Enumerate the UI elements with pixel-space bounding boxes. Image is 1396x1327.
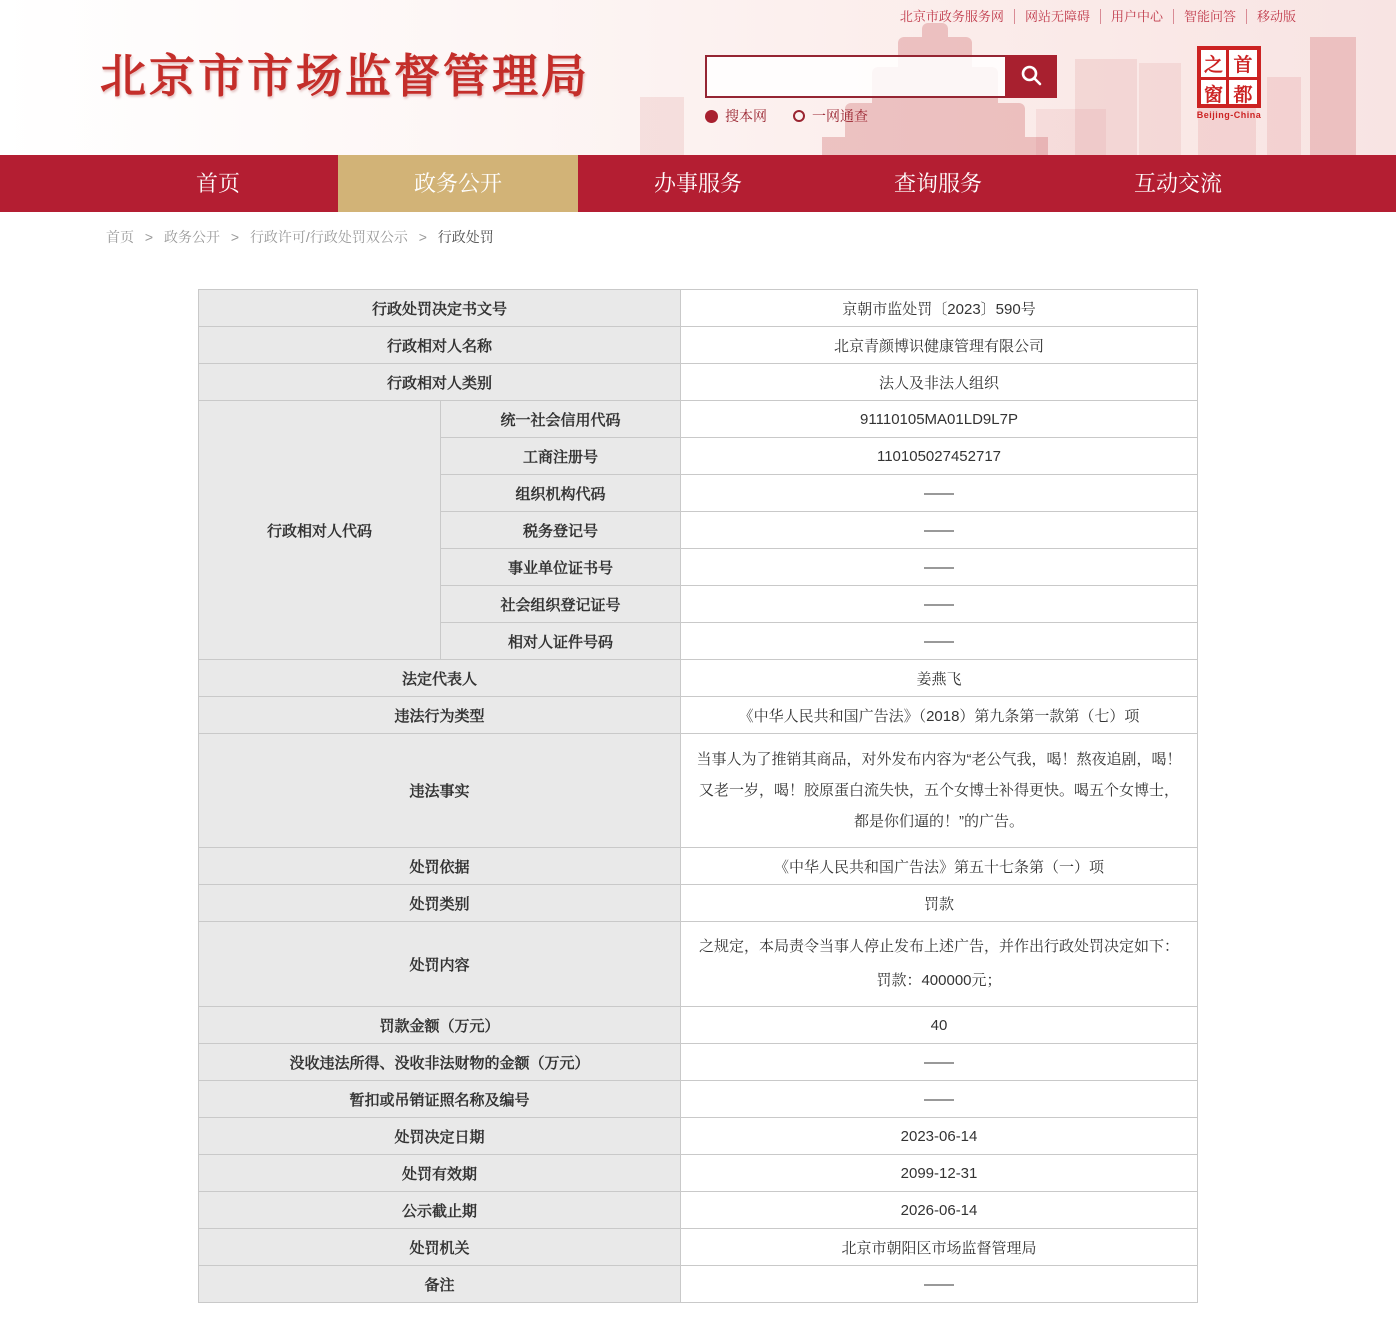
nav-tab-inquiry[interactable]: 查询服务 <box>893 171 982 196</box>
row-label: 相对人证件号码 <box>441 623 681 660</box>
table-row <box>199 1192 1198 1229</box>
search-scope-onenet-label: 一网通查 <box>812 108 868 124</box>
row-label: 税务登记号 <box>441 512 681 549</box>
search-icon <box>1019 63 1043 90</box>
row-value: 北京青颜博识健康管理有限公司 <box>681 327 1198 364</box>
table-row <box>199 401 1198 438</box>
radio-unselected-icon <box>793 110 805 122</box>
utility-link-gov-service[interactable]: 北京市政务服务网 <box>890 9 1015 24</box>
search-scope-site[interactable] <box>705 106 767 126</box>
row-label: 公示截止期 <box>199 1192 681 1229</box>
table-row <box>199 734 1198 848</box>
row-value: —— <box>681 549 1198 586</box>
table-row <box>199 1118 1198 1155</box>
row-value: 法人及非法人组织 <box>681 364 1198 401</box>
breadcrumb-separator: > <box>144 229 154 245</box>
table-row <box>199 1229 1198 1266</box>
row-value: —— <box>681 512 1198 549</box>
row-label: 罚款金额（万元） <box>199 1007 681 1044</box>
nav-tab-home[interactable]: 首页 <box>195 171 240 196</box>
search-scope-site-label: 搜本网 <box>725 108 767 124</box>
row-label: 法定代表人 <box>199 660 681 697</box>
seal-char: 都 <box>1233 85 1253 106</box>
breadcrumb <box>98 212 1298 259</box>
row-value: 罚款 <box>681 885 1198 922</box>
row-value: 《中华人民共和国广告法》（2018）第九条第一款第（七）项 <box>681 697 1198 734</box>
row-value: 2099-12-31 <box>681 1155 1198 1192</box>
capital-window-seal-icon <box>1197 46 1261 108</box>
main-nav <box>0 155 1396 212</box>
nav-tab-gov-disclosure[interactable]: 政务公开 <box>338 155 578 212</box>
row-value: 北京市朝阳区市场监督管理局 <box>681 1229 1198 1266</box>
row-group-label: 行政相对人代码 <box>199 401 441 660</box>
row-value: —— <box>681 475 1198 512</box>
row-label: 行政处罚决定书文号 <box>199 290 681 327</box>
row-value: —— <box>681 623 1198 660</box>
search-button[interactable] <box>1005 55 1057 98</box>
seal-caption: Beijing-China <box>1196 110 1262 120</box>
row-label: 处罚依据 <box>199 848 681 885</box>
cityscape-decoration <box>640 97 684 155</box>
utility-link-smart-qa[interactable]: 智能问答 <box>1174 9 1247 24</box>
row-label: 处罚机关 <box>199 1229 681 1266</box>
row-value: —— <box>681 586 1198 623</box>
row-value: 91110105MA01LD9L7P <box>681 401 1198 438</box>
search-scope-onenet[interactable] <box>793 106 868 126</box>
row-value: 京朝市监处罚〔2023〕590号 <box>681 290 1198 327</box>
row-value: 当事人为了推销其商品，对外发布内容为“老公气我，喝！熬夜追剧，喝！又老一岁，喝！胶原蛋白流失快，五个女博士补得更快。喝五个女博士，都是你们逼的！”的广告。 <box>681 734 1198 848</box>
breadcrumb-dual-publicity[interactable]: 行政许可/行政处罚双公示 <box>249 229 408 245</box>
cityscape-decoration <box>1139 63 1181 155</box>
row-label: 行政相对人名称 <box>199 327 681 364</box>
row-label: 处罚有效期 <box>199 1155 681 1192</box>
table-row <box>199 660 1198 697</box>
table-row <box>199 1007 1198 1044</box>
row-value: 《中华人民共和国广告法》第五十七条第（一）项 <box>681 848 1198 885</box>
nav-tab-services[interactable]: 办事服务 <box>653 171 742 196</box>
row-label: 没收违法所得、没收非法财物的金额（万元） <box>199 1044 681 1081</box>
row-label: 暂扣或吊销证照名称及编号 <box>199 1081 681 1118</box>
row-value: 2026-06-14 <box>681 1192 1198 1229</box>
seal-char: 首 <box>1229 50 1257 80</box>
row-value: 40 <box>681 1007 1198 1044</box>
row-label: 处罚决定日期 <box>199 1118 681 1155</box>
search-input[interactable] <box>705 55 1005 98</box>
row-value: 姜燕飞 <box>681 660 1198 697</box>
seal-char: 之 <box>1201 50 1229 80</box>
row-label: 处罚类别 <box>199 885 681 922</box>
penalty-table <box>198 289 1198 1303</box>
row-label: 统一社会信用代码 <box>441 401 681 438</box>
cityscape-decoration <box>1267 77 1301 155</box>
table-row <box>199 1081 1198 1118</box>
breadcrumb-home[interactable]: 首页 <box>106 229 134 245</box>
search-area <box>705 55 1057 126</box>
radio-selected-icon <box>705 110 718 123</box>
row-label: 事业单位证书号 <box>441 549 681 586</box>
nav-tab-interaction[interactable]: 互动交流 <box>1133 171 1222 196</box>
site-logo-title: 北京市市场监督管理局 <box>100 50 590 102</box>
table-row <box>199 1044 1198 1081</box>
utility-links <box>890 6 1306 25</box>
temple-decoration <box>822 137 1048 155</box>
row-label: 违法行为类型 <box>199 697 681 734</box>
breadcrumb-current-page: 行政处罚 <box>437 229 494 245</box>
search-scope-options <box>705 106 1057 126</box>
row-label: 处罚内容 <box>199 922 681 1007</box>
row-value: 2023-06-14 <box>681 1118 1198 1155</box>
table-row <box>199 885 1198 922</box>
breadcrumb-gov-disclosure[interactable]: 政务公开 <box>163 229 220 245</box>
seal-char: 窗 <box>1201 80 1229 107</box>
temple-decoration <box>922 23 948 37</box>
site-header <box>0 0 1396 155</box>
cityscape-decoration <box>1310 37 1356 155</box>
row-label: 工商注册号 <box>441 438 681 475</box>
row-label: 社会组织登记证号 <box>441 586 681 623</box>
utility-link-accessibility[interactable]: 网站无障碍 <box>1015 9 1101 24</box>
row-value: —— <box>681 1266 1198 1303</box>
table-row <box>199 848 1198 885</box>
table-row <box>199 1155 1198 1192</box>
cityscape-decoration <box>1075 59 1137 155</box>
row-value: —— <box>681 1044 1198 1081</box>
row-label: 组织机构代码 <box>441 475 681 512</box>
row-value: —— <box>681 1081 1198 1118</box>
utility-link-mobile[interactable]: 移动版 <box>1256 9 1296 24</box>
row-label: 行政相对人类别 <box>199 364 681 401</box>
table-row <box>199 290 1198 327</box>
breadcrumb-separator: > <box>230 229 240 245</box>
row-label: 备注 <box>199 1266 681 1303</box>
row-value: 之规定，本局责令当事人停止发布上述广告，并作出行政处罚决定如下：罚款：400000元； <box>681 922 1198 1007</box>
penalty-detail <box>198 289 1198 1303</box>
capital-window-seal[interactable] <box>1196 46 1262 120</box>
table-row <box>199 922 1198 1007</box>
table-row <box>199 364 1198 401</box>
row-value: 110105027452717 <box>681 438 1198 475</box>
table-row <box>199 1266 1198 1303</box>
breadcrumb-separator: > <box>418 229 427 245</box>
table-row <box>199 697 1198 734</box>
utility-link-user-center[interactable]: 用户中心 <box>1101 9 1174 24</box>
table-row <box>199 327 1198 364</box>
row-label: 违法事实 <box>199 734 681 848</box>
